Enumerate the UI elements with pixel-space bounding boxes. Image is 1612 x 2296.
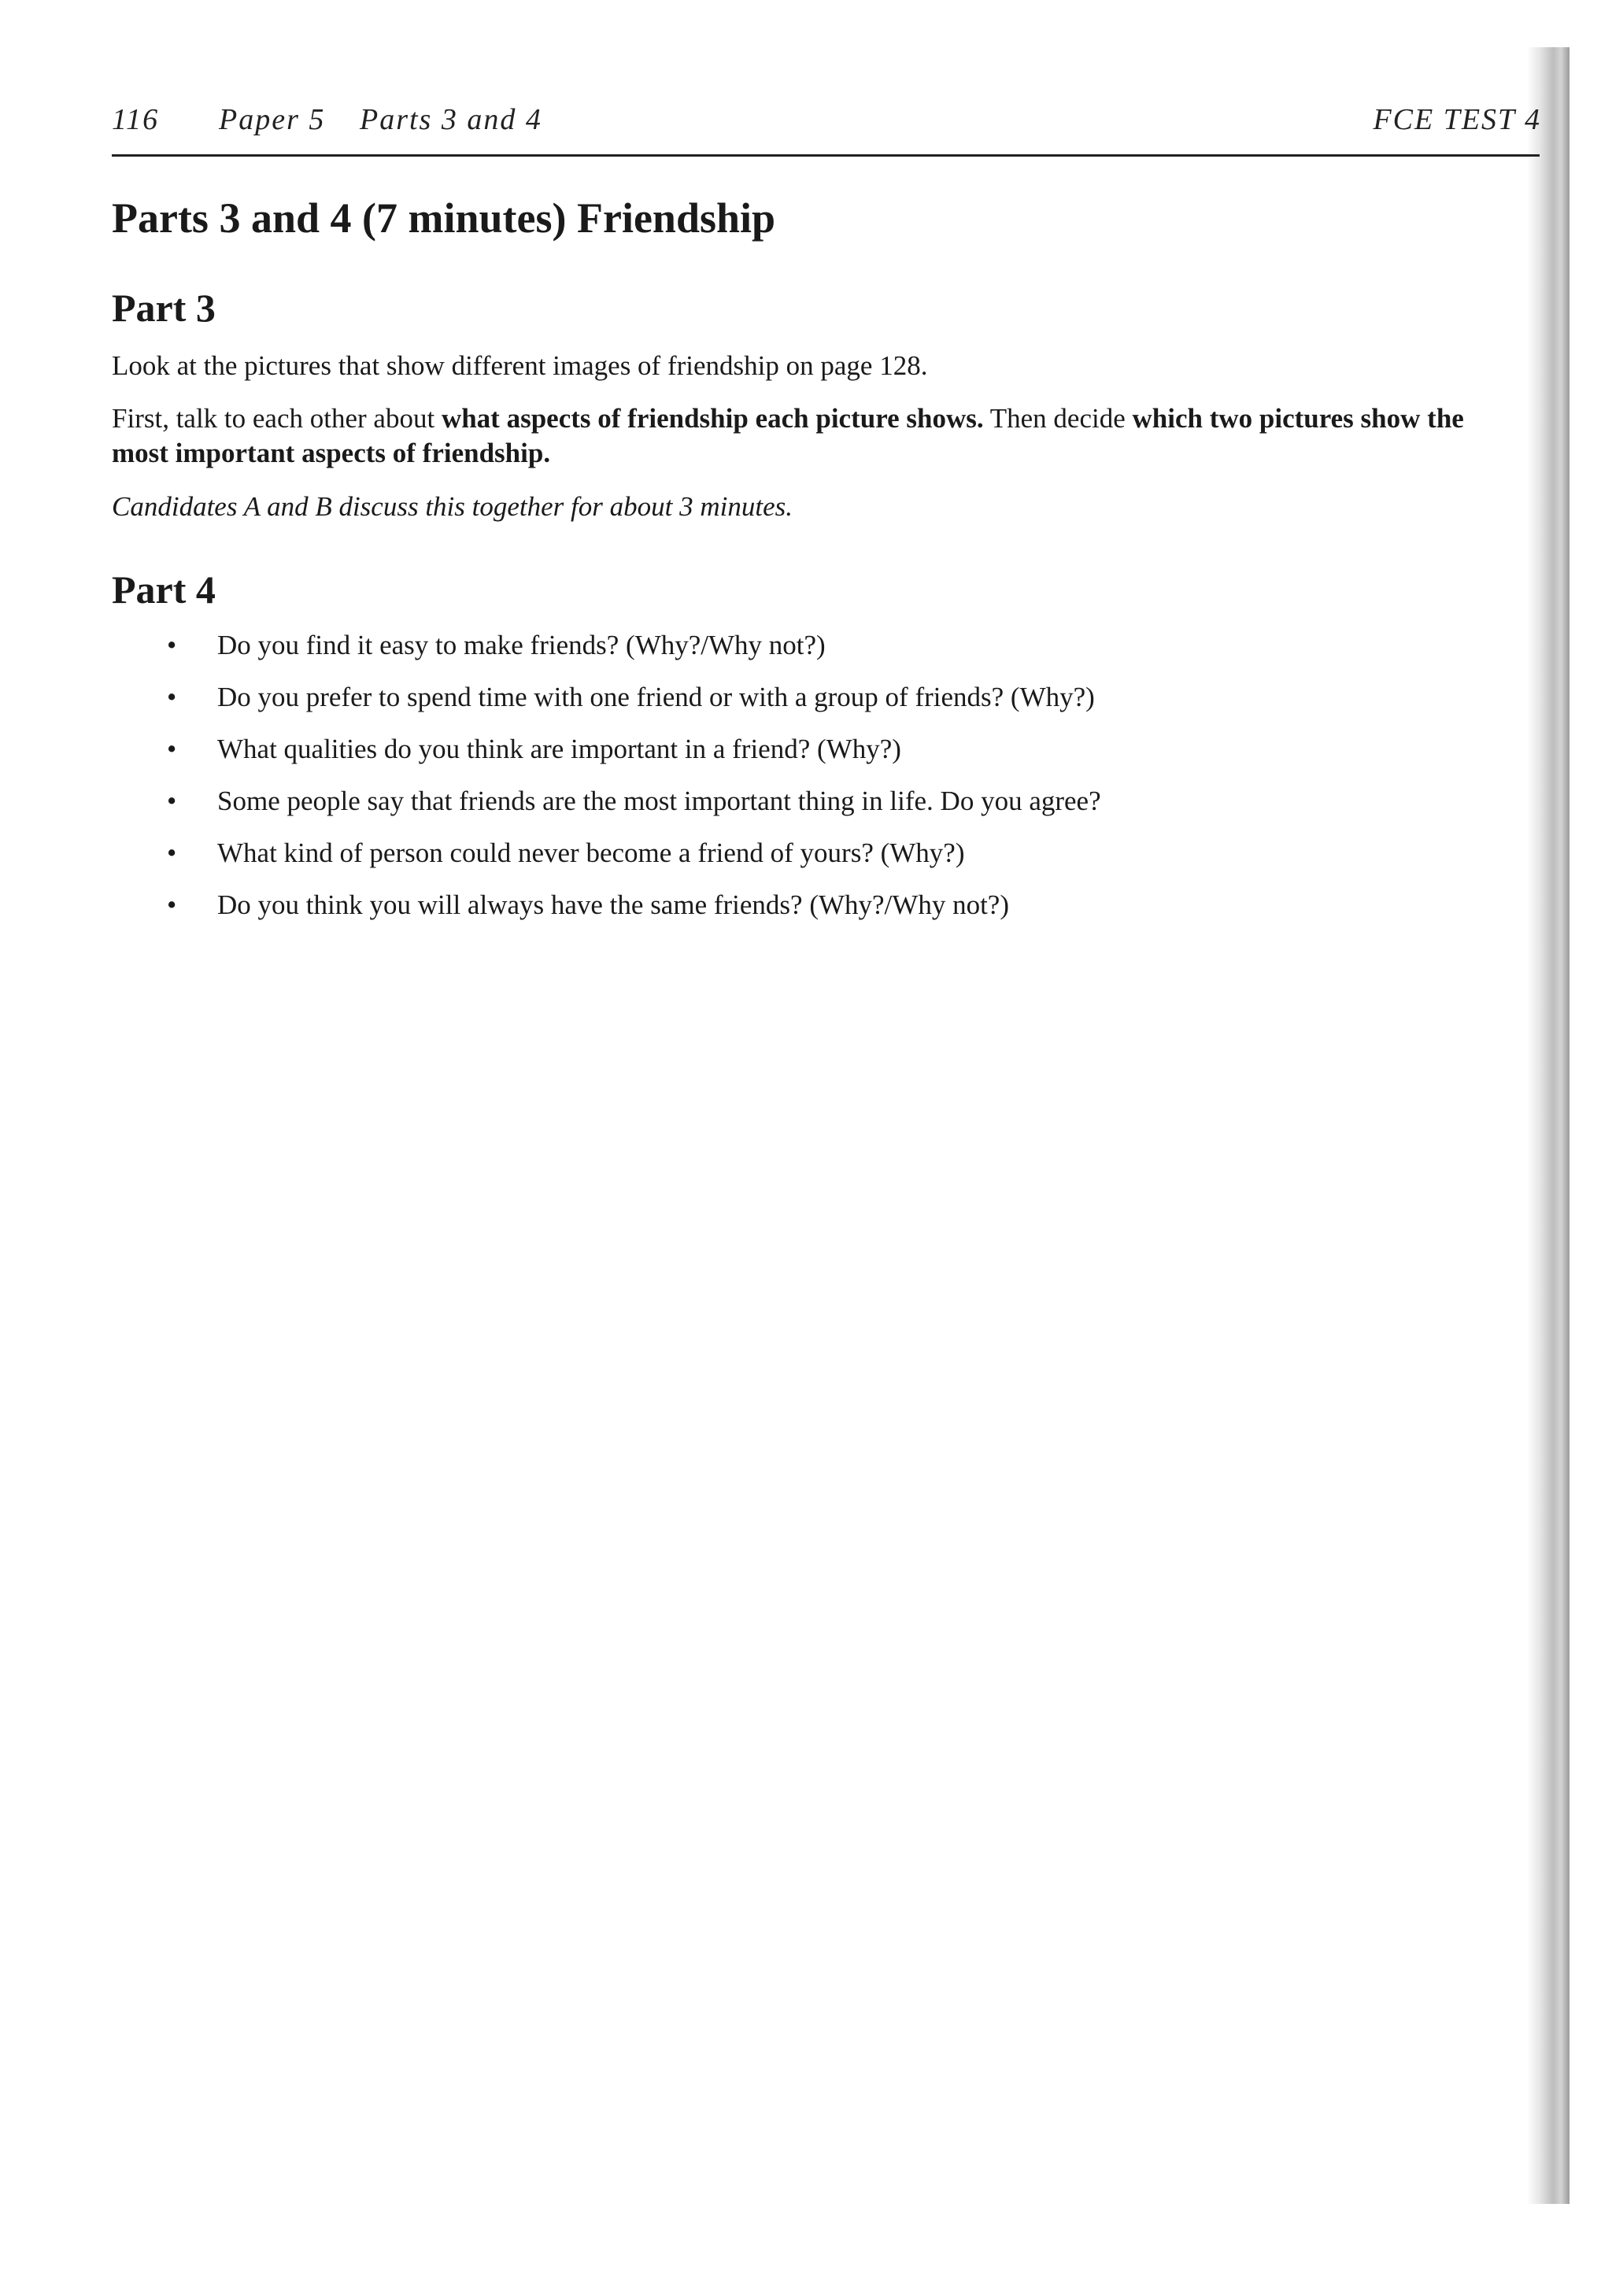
candidates-note: Candidates A and B discuss this together for about 3 minutes. (112, 491, 793, 522)
running-header (112, 102, 1541, 146)
page-edge-shadow (1527, 47, 1569, 2204)
bullet-icon: • (167, 889, 177, 920)
part4-heading: Part 4 (112, 568, 216, 612)
bullet-icon: • (167, 837, 177, 868)
part3-intro: Look at the pictures that show different images of friendship on page 128. (112, 350, 928, 381)
list-item (112, 680, 1497, 732)
list-item (112, 732, 1497, 784)
question-text: Some people say that friends are the most important thing in life. Do you agree? (217, 786, 1101, 816)
instruction-text-2: Then decide (983, 403, 1133, 434)
list-item (112, 628, 1497, 680)
list-item (112, 888, 1497, 940)
test-label: FCE TEST 4 (1373, 103, 1541, 136)
bullet-icon: • (167, 786, 177, 816)
instruction-bold-2: which two pictures show the most important aspects of friendship. (112, 403, 1464, 468)
bullet-icon: • (167, 630, 177, 660)
question-text: Do you think you will always have the same friends? (Why?/Why not?) (217, 889, 1009, 920)
header-rule (112, 154, 1540, 157)
bullet-icon: • (167, 734, 177, 764)
part4-question-list (112, 628, 1497, 940)
paper-label: Paper 5 (219, 103, 326, 136)
page-title: Parts 3 and 4 (7 minutes) Friendship (112, 194, 776, 242)
question-text: What qualities do you think are important in a friend? (Why?) (217, 734, 901, 764)
list-item (112, 784, 1497, 836)
bullet-icon: • (167, 682, 177, 712)
list-item (112, 836, 1497, 888)
part3-instruction (112, 401, 1466, 471)
question-text: Do you find it easy to make friends? (Why?/Why not?) (217, 630, 826, 660)
question-text: Do you prefer to spend time with one friend or with a group of friends? (Why?) (217, 682, 1095, 712)
page-number: 116 (112, 103, 160, 136)
question-text: What kind of person could never become a friend of yours? (Why?) (217, 837, 965, 868)
instruction-text-1: First, talk to each other about (112, 403, 442, 434)
parts-label: Parts 3 and 4 (360, 103, 542, 136)
part3-heading: Part 3 (112, 286, 216, 330)
instruction-bold-1: what aspects of friendship each picture shows. (441, 403, 984, 434)
